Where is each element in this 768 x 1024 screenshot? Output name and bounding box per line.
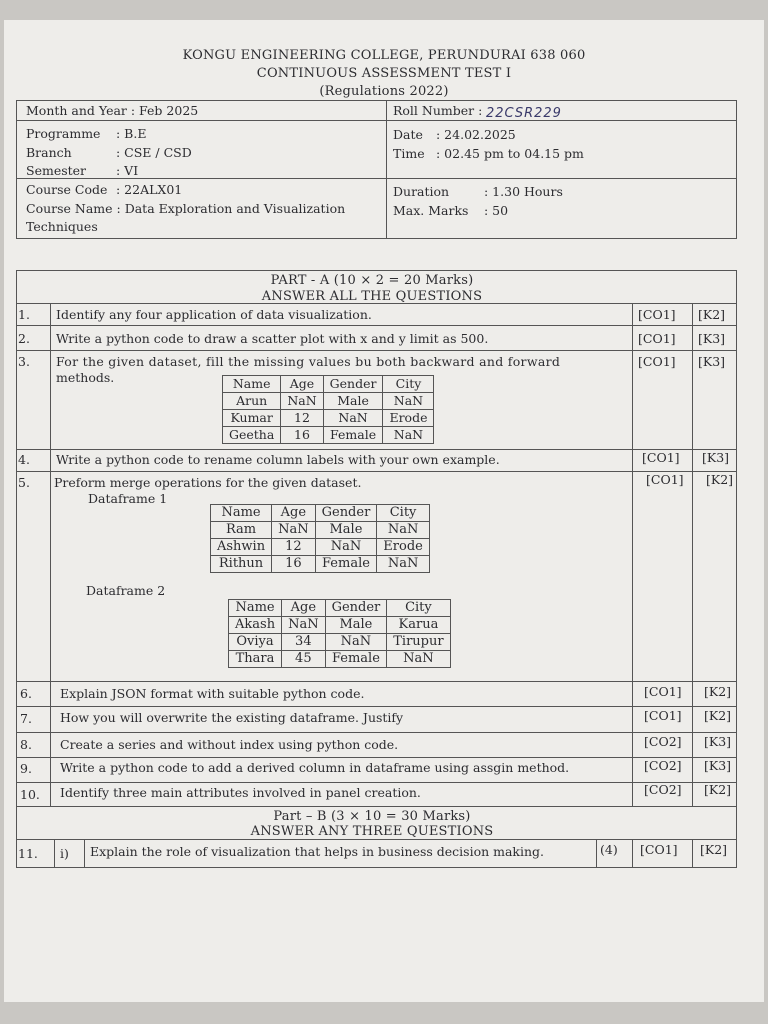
semester-value: : VI [116, 163, 139, 178]
dataframe-1-table [210, 504, 430, 573]
question-text: How you will overwrite the existing dataframe. Justify [60, 710, 404, 725]
table-cell: 12 [281, 410, 323, 427]
k-level: [K3] [702, 450, 730, 465]
table-cell: NaN [377, 556, 430, 573]
part-b-instruction: ANSWER ANY THREE QUESTIONS [250, 824, 494, 839]
exam-paper [4, 20, 764, 1002]
table-cell: 34 [282, 634, 326, 651]
question-number: 8. [20, 737, 32, 752]
table-cell: Name [223, 376, 281, 393]
co-code: [CO1] [638, 354, 676, 369]
table-cell: NaN [387, 651, 450, 668]
table-cell: 16 [281, 427, 323, 444]
marks: (4) [600, 842, 618, 857]
table-cell: City [387, 600, 450, 617]
college-name: KONGU ENGINEERING COLLEGE, PERUNDURAI 638 060 [182, 48, 586, 63]
part-a-title: PART - A (10 × 2 = 20 Marks) [270, 273, 474, 288]
table-cell: 16 [272, 556, 316, 573]
sub-question-label: i) [60, 846, 69, 861]
question-text: Preform merge operations for the given dataset. [54, 475, 362, 490]
question-text: Create a series and without index using python code. [60, 737, 399, 752]
question-text: Write a python code to draw a scatter plot with x and y limit as 500. [56, 331, 489, 346]
table-cell: Thara [229, 651, 282, 668]
duration-label: Duration [393, 184, 450, 199]
k-level: [K3] [698, 354, 726, 369]
table-cell: Gender [325, 600, 387, 617]
table-row [229, 617, 451, 634]
k-level: [K2] [704, 708, 732, 723]
table-row [211, 556, 430, 573]
question-text-cont: methods. [56, 370, 115, 385]
table-cell: Female [323, 427, 383, 444]
question-number: 10. [20, 787, 40, 802]
table-row [229, 651, 451, 668]
test-title: CONTINUOUS ASSESSMENT TEST I [256, 66, 512, 81]
branch-label: Branch [26, 145, 72, 160]
question-text: Identify any four application of data visualization. [56, 307, 372, 322]
question-text: Explain the role of visualization that helps in business decision making. [90, 844, 545, 859]
table-cell: Geetha [223, 427, 281, 444]
course-name: Course Name : Data Exploration and Visualization [26, 201, 346, 216]
table-cell: City [383, 376, 434, 393]
roll-number-handwritten: 22CSR229 [486, 106, 562, 121]
table-cell: NaN [383, 393, 434, 410]
table-row [223, 393, 434, 410]
co-code: [CO1] [640, 842, 678, 857]
date-value: : 24.02.2025 [436, 127, 516, 142]
table-cell: 12 [272, 539, 316, 556]
table-cell: Name [211, 505, 272, 522]
programme-value: : B.E [116, 126, 147, 141]
time-value: : 02.45 pm to 04.15 pm [436, 146, 584, 161]
table-cell: NaN [281, 393, 323, 410]
question-text: Write a python code to add a derived column in dataframe using assgin method. [60, 760, 570, 775]
table-cell: Ashwin [211, 539, 272, 556]
month-year: Month and Year : Feb 2025 [26, 103, 199, 118]
table-cell: City [377, 505, 430, 522]
k-level: [K2] [704, 684, 732, 699]
question-number: 2. [18, 331, 30, 346]
question-number: 5. [18, 475, 30, 490]
table-row [229, 634, 451, 651]
co-code: [CO1] [644, 684, 682, 699]
co-code: [CO2] [644, 758, 682, 773]
table-cell: NaN [325, 634, 387, 651]
k-level: [K3] [698, 331, 726, 346]
dataframe-2-table [228, 599, 451, 668]
table-cell: Female [325, 651, 387, 668]
table-cell: NaN [323, 410, 383, 427]
question-number: 11. [18, 846, 38, 861]
question-number: 3. [18, 354, 30, 369]
co-code: [CO1] [638, 307, 676, 322]
table-cell: Male [315, 522, 377, 539]
dataframe-2-label: Dataframe 2 [86, 583, 166, 598]
semester-label: Semester [26, 163, 87, 178]
table-cell: Gender [323, 376, 383, 393]
course-code-value: : 22ALX01 [116, 182, 183, 197]
table-cell: Male [325, 617, 387, 634]
table-cell: NaN [377, 522, 430, 539]
table-cell: NaN [282, 617, 326, 634]
question-number: 4. [18, 452, 30, 467]
table-cell: Tirupur [387, 634, 450, 651]
table-row [223, 410, 434, 427]
question-text: For the given dataset, fill the missing values bu both backward and forward [56, 354, 561, 369]
k-level: [K2] [700, 842, 728, 857]
table-cell: Female [315, 556, 377, 573]
question-text: Identify three main attributes involved in panel creation. [60, 785, 421, 800]
co-code: [CO1] [644, 708, 682, 723]
max-marks-label: Max. Marks [393, 203, 469, 218]
question-text: Explain JSON format with suitable python code. [60, 686, 365, 701]
k-level: [K3] [704, 758, 732, 773]
table-cell: Erode [383, 410, 434, 427]
q3-dataset-table [222, 375, 434, 444]
k-level: [K3] [704, 734, 732, 749]
programme-label: Programme [26, 126, 101, 141]
table-cell: Rithun [211, 556, 272, 573]
max-marks-value: : 50 [484, 203, 509, 218]
part-b-title: Part – B (3 × 10 = 30 Marks) [273, 809, 471, 824]
dataframe-1-label: Dataframe 1 [88, 491, 168, 506]
table-cell: NaN [272, 522, 316, 539]
date-label: Date [393, 127, 423, 142]
course-name-cont: Techniques [26, 219, 98, 234]
table-cell: Oviya [229, 634, 282, 651]
table-cell: Gender [315, 505, 377, 522]
regulations: (Regulations 2022) [319, 84, 449, 99]
table-row [211, 539, 430, 556]
table-cell: Age [281, 376, 323, 393]
k-level: [K2] [704, 782, 732, 797]
co-code: [CO1] [646, 472, 684, 487]
table-header-row [229, 600, 451, 617]
branch-value: : CSE / CSD [116, 145, 192, 160]
question-text: Write a python code to rename column labels with your own example. [56, 452, 500, 467]
table-cell: Karua [387, 617, 450, 634]
table-cell: Name [229, 600, 282, 617]
course-code-label: Course Code [26, 182, 108, 197]
table-cell: Arun [223, 393, 281, 410]
table-row [211, 522, 430, 539]
time-label: Time [393, 146, 425, 161]
co-code: [CO2] [644, 734, 682, 749]
table-cell: 45 [282, 651, 326, 668]
table-cell: NaN [315, 539, 377, 556]
roll-label: Roll Number : [393, 103, 483, 118]
k-level: [K2] [698, 307, 726, 322]
part-a-instruction: ANSWER ALL THE QUESTIONS [261, 289, 483, 304]
co-code: [CO2] [644, 782, 682, 797]
table-cell: Kumar [223, 410, 281, 427]
co-code: [CO1] [638, 331, 676, 346]
table-cell: Age [282, 600, 326, 617]
co-code: [CO1] [642, 450, 680, 465]
table-cell: Akash [229, 617, 282, 634]
table-cell: Ram [211, 522, 272, 539]
question-number: 6. [20, 686, 32, 701]
table-cell: Age [272, 505, 316, 522]
question-number: 7. [20, 711, 32, 726]
k-level: [K2] [706, 472, 734, 487]
question-number: 1. [18, 307, 30, 322]
duration-value: : 1.30 Hours [484, 184, 563, 199]
table-header-row [211, 505, 430, 522]
table-cell: NaN [383, 427, 434, 444]
table-row [223, 427, 434, 444]
table-cell: Male [323, 393, 383, 410]
table-cell: Erode [377, 539, 430, 556]
question-number: 9. [20, 761, 32, 776]
table-header-row [223, 376, 434, 393]
